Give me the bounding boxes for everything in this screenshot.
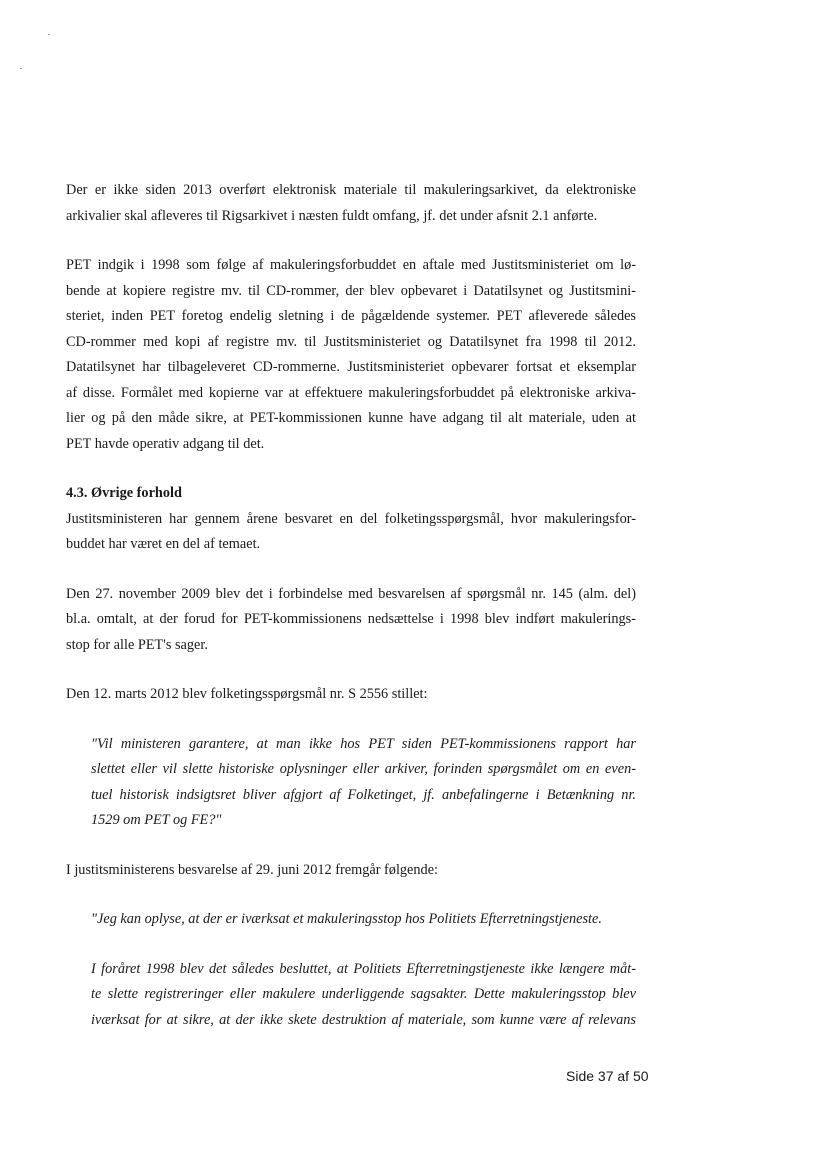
paragraph-march-2012 — [66, 682, 636, 708]
text-line: stop for alle PET's sager. — [66, 636, 208, 653]
text-line: Den 27. november 2009 blev det i forbindelse med besvarelsen af spørgsmål nr. 145 (alm. del) — [66, 585, 636, 602]
scan-speck — [48, 34, 50, 35]
scan-speck — [20, 68, 22, 69]
text-line: lier og på den måde sikre, at PET-kommissionen kunne have adgang til alt materiale, uden at — [66, 410, 636, 426]
text-line: iværksat for at sikre, at der ikke skete destruktion af materiale, som kunne være af relevans — [91, 1011, 636, 1028]
paragraph-november-2009 — [66, 582, 636, 659]
section-heading: 4.3. Øvrige forhold — [66, 485, 182, 501]
text-line: bende at kopiere registre mv. til CD-rommer, der blev opbevaret i Datatilsynet og Justitsmini- — [66, 282, 636, 299]
text-line: slettet eller vil slette historiske oplysninger eller arkiver, forinden spørgsmålet om en even- — [91, 761, 636, 777]
text-line: PET indgik i 1998 som følge af makuleringsforbuddet en aftale med Justitsministeriet om lø- — [66, 257, 636, 273]
text-line: CD-rommer med kopi af registre mv. til Justitsministeriet og Datatilsynet fra 1998 til 2012. — [66, 333, 636, 350]
text-line: af disse. Formålet med kopierne var at effektuere makuleringsforbuddet på elektroniske arkiva- — [66, 384, 636, 401]
quote-answer-body — [66, 957, 636, 1034]
text-line: steriet, inden PET foretog endelig sletning i de pågældende systemer. PET afleverede således — [66, 308, 636, 324]
page-number: Side 37 af 50 — [566, 1068, 649, 1084]
text-line: Der er ikke siden 2013 overført elektronisk materiale til makuleringsarkivet, da elektroniske — [66, 182, 636, 198]
quote-question — [66, 732, 636, 834]
text-line: arkivalier skal afleveres til Rigsarkivet i næsten fuldt omfang, jf. det under afsnit 2.1 anførte. — [66, 207, 598, 224]
text-line: PET havde operativ adgang til det. — [66, 435, 265, 452]
text-line: Justitsministeren har gennem årene besvaret en del folketingsspørgsmål, hvor makuleringsfor- — [66, 510, 636, 527]
text-line: tuel historisk indsigtsret bliver afgjort af Folketinget, jf. anbefalingerne i Betænkning nr. — [91, 786, 636, 803]
text-line: "Jeg kan oplyse, at der er iværksat et makuleringsstop hos Politiets Efterretningstjeneste. — [91, 911, 602, 927]
text-line: 1529 om PET og FE?" — [91, 812, 222, 828]
paragraph-cd-rom-agreement — [66, 253, 636, 457]
text-line: bl.a. omtalt, at der forud for PET-kommissionens nedsættelse i 1998 blev indført makulerings- — [66, 611, 636, 627]
document-body — [66, 178, 636, 1057]
text-line: I foråret 1998 blev det således besluttet, at Politiets Efterretningstjeneste ikke længere måt- — [91, 960, 636, 977]
quote-answer-intro — [66, 907, 636, 933]
text-line: buddet har været en del af temaet. — [66, 536, 261, 552]
paragraph-june-2012-answer — [66, 858, 636, 884]
text-line: Den 12. marts 2012 blev folketingsspørgsmål nr. S 2556 stillet: — [66, 686, 428, 702]
paragraph-parliament-questions — [66, 507, 636, 558]
paragraph-electronic-material — [66, 178, 636, 229]
text-line: te slette registreringer eller makulere underliggende sagsakter. Dette makuleringsstop blev — [91, 986, 636, 1002]
text-line: Datatilsynet har tilbageleveret CD-rommerne. Justitsministeriet opbevarer fortsat et eksemplar — [66, 359, 636, 375]
text-line: I justitsministerens besvarelse af 29. juni 2012 fremgår følgende: — [66, 861, 439, 878]
text-line: "Vil ministeren garantere, at man ikke hos PET siden PET-kommissionens rapport har — [91, 735, 636, 752]
